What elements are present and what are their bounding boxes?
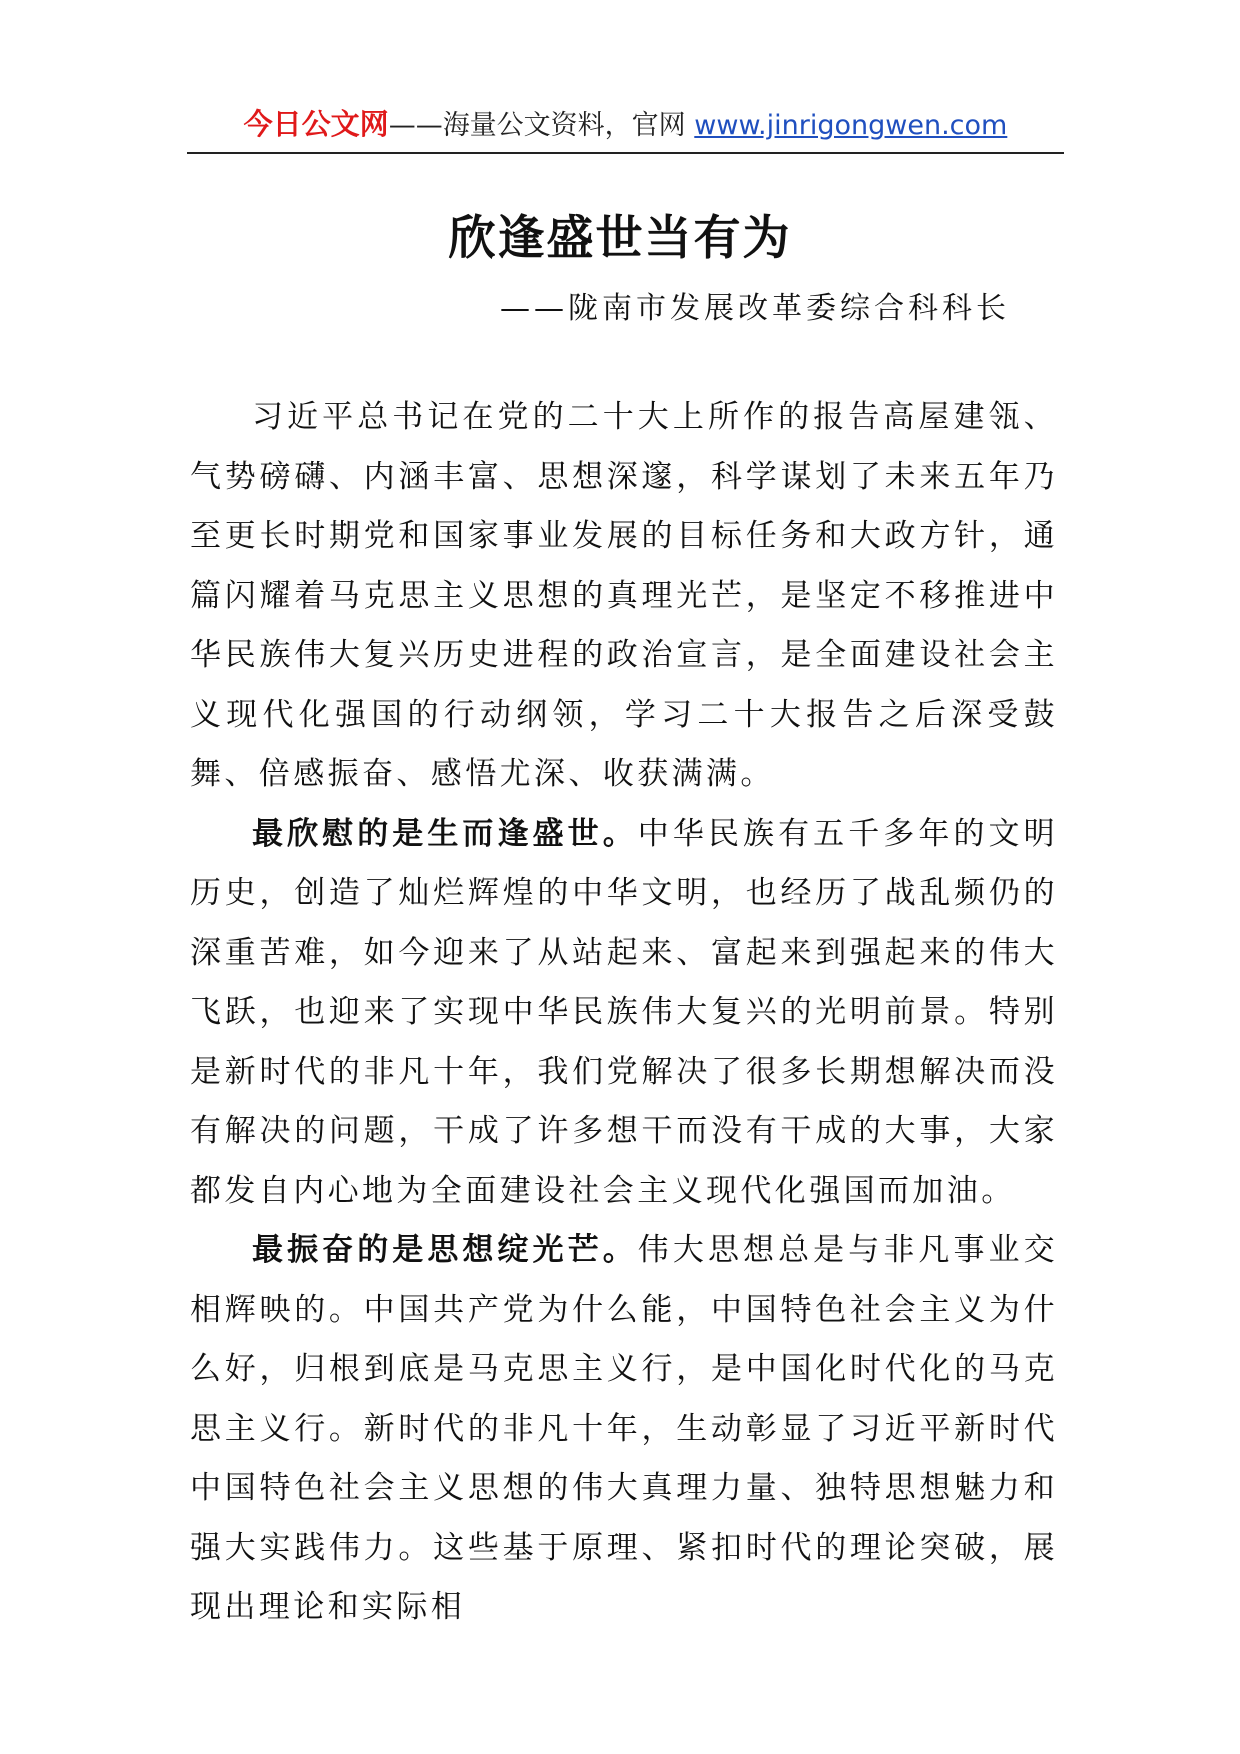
document-title: 欣逢盛世当有为 [448, 211, 792, 266]
paragraph-text: 习近平总书记在党的二十大上所作的报告高屋建瓴、气势磅礴、内涵丰富、思想深邃，科学谋划了未来五年乃至更长时期党和国家事业发展的目标任务和大政方针，通篇闪耀着马克思主义思想的真理光芒，是坚定不移推进中华民族伟大复兴历史进程的政治宣言，是全面建设社会主义现代化强国的行动纲领，学习二十大报告之后深受鼓舞、倍感振奋、感悟尤深、收获满满。 [190, 399, 1058, 792]
document-subtitle: ——陇南市发展改革委综合科科长 [500, 291, 1010, 326]
paragraph-lead: 最振奋的是思想绽光芒。 [252, 1232, 638, 1268]
site-header [187, 100, 1064, 154]
site-brand: 今日公文网 [243, 107, 389, 141]
site-tagline: ——海量公文资料，官网 [388, 110, 695, 141]
paragraph [190, 805, 1058, 1222]
paragraph-text: 伟大思想总是与非凡事业交相辉映的。中国共产党为什么能，中国特色社会主义为什么好，归根到底是马克思主义行，是中国化时代化的马克思主义行。新时代的非凡十年，生动彰显了习近平新时代中国特色社会主义思想的伟大真理力量、独特思想魅力和强大实践伟力。这些基于原理、紧扣时代的理论突破，展现出理论和实际相 [190, 1232, 1058, 1625]
paragraph [190, 1221, 1058, 1638]
document-body [190, 388, 1058, 1638]
paragraph-lead: 最欣慰的是生而逢盛世。 [252, 815, 638, 852]
site-url-link[interactable]: www.jinrigongwen.com [694, 110, 1008, 141]
paragraph-text: 中华民族有五千多年的文明历史，创造了灿烂辉煌的中华文明，也经历了战乱频仍的深重苦难，如今迎来了从站起来、富起来到强起来的伟大飞跃，也迎来了实现中华民族伟大复兴的光明前景。特别是新时代的非凡十年，我们党解决了很多长期想解决而没有解决的问题，干成了许多想干而没有干成的大事，大家都发自内心地为全面建设社会主义现代化强国而加油。 [190, 815, 1058, 1209]
paragraph [190, 388, 1058, 805]
